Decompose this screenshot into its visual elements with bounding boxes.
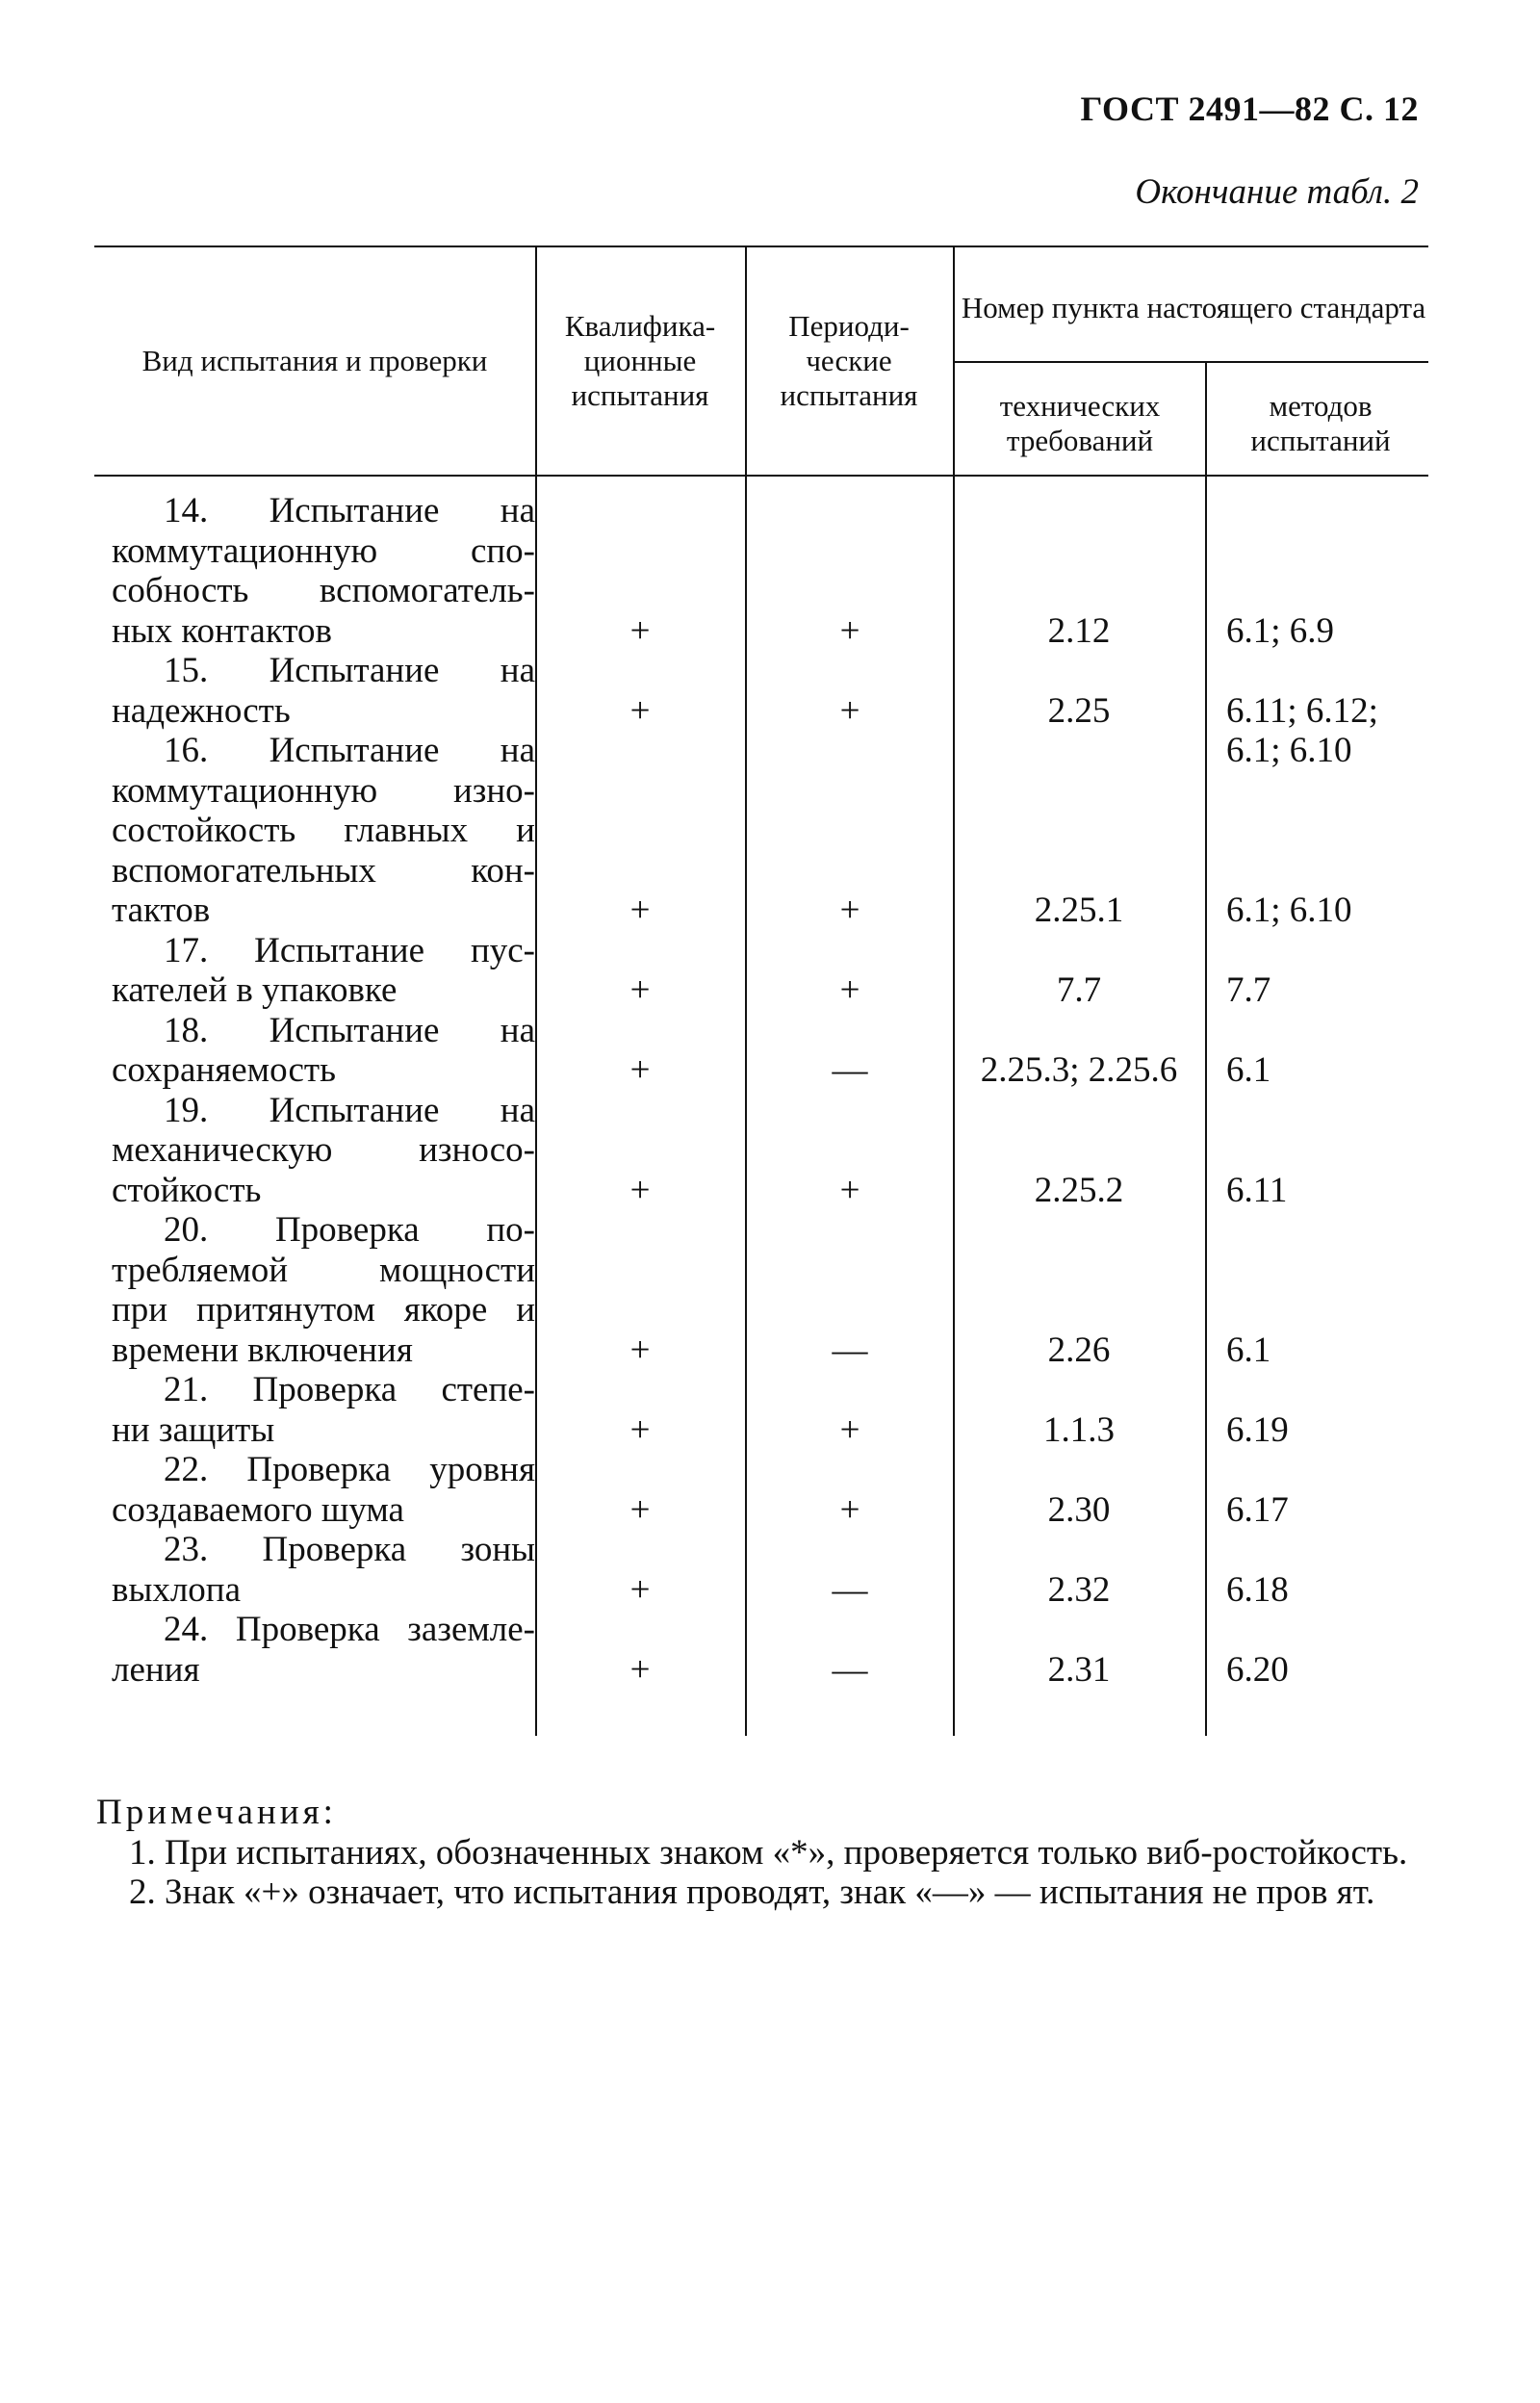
test-description [112, 1370, 535, 1450]
description-line: собность вспомогатель- [112, 571, 535, 610]
technical-requirements-clause: 2.30 [1047, 1489, 1111, 1530]
method-line: 6.20 [1226, 1649, 1289, 1690]
table-continuation-caption: Окончание табл. 2 [1135, 172, 1419, 212]
description-line: 22. Проверка уровня [164, 1450, 535, 1489]
page-header-code: ГОСТ 2491—82 С. 12 [1080, 90, 1419, 128]
description-line: 20. Проверка по- [164, 1210, 535, 1250]
description-line: требляемой мощности [112, 1250, 535, 1290]
qualification-mark: + [629, 1569, 651, 1610]
qualification-mark: + [629, 970, 651, 1010]
technical-requirements-clause: 2.26 [1047, 1330, 1111, 1370]
method-line: 6.11 [1226, 1170, 1288, 1210]
technical-requirements-clause: 1.1.3 [1043, 1409, 1115, 1450]
column-divider-4 [1205, 361, 1207, 1736]
periodic-mark: — [832, 1050, 868, 1090]
description-line: выхлопа [112, 1569, 242, 1610]
test-methods-clauses [1226, 891, 1428, 931]
technical-requirements-clause: 2.25.2 [1034, 1170, 1124, 1210]
note-1: 1. При испытаниях, обозначенных знаком «*», проверяется только виб-ростойкость. [129, 1832, 1408, 1873]
table-header-bottom-rule [94, 475, 1428, 477]
clause-group-rule [953, 361, 1428, 363]
test-description [112, 651, 535, 731]
description-line: при притянутом якоре и [112, 1290, 535, 1330]
qualification-mark: + [629, 891, 651, 930]
method-line: 6.18 [1226, 1569, 1289, 1610]
periodic-mark: + [839, 610, 860, 651]
description-line: состойкость главных и [112, 811, 535, 850]
column-divider-2 [745, 245, 747, 1736]
periodic-mark: + [839, 970, 860, 1010]
description-line: коммутационную спо- [112, 530, 535, 571]
header-periodic: Периоди-ческие испытания [780, 309, 918, 412]
technical-requirements-clause: 2.31 [1047, 1649, 1111, 1690]
technical-requirements-clause: 2.32 [1047, 1569, 1111, 1610]
notes-title: Примечания: [96, 1793, 337, 1832]
description-line: тактов [112, 891, 211, 930]
method-line: 6.1; 6.10 [1226, 731, 1352, 770]
description-line: ления [112, 1649, 200, 1690]
technical-requirements-clause: 7.7 [1056, 970, 1102, 1010]
test-description [112, 1091, 535, 1211]
description-line: времени включения [112, 1330, 413, 1370]
qualification-mark: + [629, 1330, 651, 1370]
qualification-mark: + [629, 690, 651, 731]
description-line: 24. Проверка заземле- [164, 1610, 535, 1649]
description-line: 18. Испытание на [164, 1010, 535, 1050]
description-line: ных контактов [112, 610, 332, 651]
description-line: надежность [112, 690, 291, 731]
test-methods-clauses [1226, 1570, 1428, 1611]
description-line: коммутационную изно- [112, 770, 535, 811]
test-methods-clauses [1226, 1171, 1428, 1211]
method-line: 6.1 [1226, 1050, 1271, 1090]
method-line: 6.11; 6.12; [1226, 690, 1378, 731]
test-methods-clauses [1226, 1490, 1428, 1531]
description-line: 15. Испытание на [164, 651, 535, 690]
periodic-mark: — [832, 1569, 868, 1610]
test-methods-clauses [1226, 970, 1428, 1011]
periodic-mark: + [839, 1409, 860, 1450]
qualification-mark: + [629, 1649, 651, 1690]
periodic-mark: + [839, 891, 860, 930]
header-test-methods: методов испытаний [1250, 389, 1391, 457]
periodic-mark: + [839, 690, 860, 731]
test-methods-clauses [1226, 611, 1428, 652]
method-line: 6.1; 6.10 [1226, 891, 1352, 930]
description-line: создаваемого шума [112, 1489, 404, 1530]
method-line: 6.1; 6.9 [1226, 610, 1335, 651]
description-line: механическую износо- [112, 1130, 535, 1170]
test-description [112, 491, 535, 651]
method-line: 6.19 [1226, 1409, 1289, 1450]
technical-requirements-clause: 2.25.3; 2.25.6 [980, 1050, 1178, 1090]
description-line: 14. Испытание на [164, 491, 535, 530]
qualification-mark: + [629, 610, 651, 651]
test-description [112, 1011, 535, 1091]
qualification-mark: + [629, 1409, 651, 1450]
notes [96, 1793, 1423, 1913]
test-description [112, 1530, 535, 1610]
test-description [112, 1610, 535, 1690]
test-description [112, 1450, 535, 1530]
description-line: 23. Проверка зоны [164, 1530, 535, 1569]
test-methods-clauses [1226, 1331, 1428, 1371]
qualification-mark: + [629, 1489, 651, 1530]
test-description [112, 931, 535, 1011]
column-divider-1 [535, 245, 537, 1736]
method-line: 6.17 [1226, 1489, 1289, 1530]
description-line: кателей в упаковке [112, 970, 398, 1010]
test-methods-clauses [1226, 691, 1428, 771]
header-technical-requirements: технических требований [999, 389, 1161, 457]
header-clause-number: Номер пункта настоящего стандарта [961, 291, 1426, 324]
test-methods-clauses [1226, 1050, 1428, 1091]
description-line: стойкость [112, 1170, 262, 1210]
technical-requirements-clause: 2.12 [1047, 610, 1111, 651]
header-test-type: Вид испытания и проверки [141, 344, 488, 377]
periodic-mark: — [832, 1330, 868, 1370]
periodic-mark: — [832, 1649, 868, 1690]
test-methods-clauses [1226, 1650, 1428, 1691]
method-line: 6.1 [1226, 1330, 1271, 1370]
periodic-mark: + [839, 1170, 860, 1210]
qualification-mark: + [629, 1050, 651, 1090]
description-line: вспомогательных кон- [112, 850, 535, 891]
description-line: 17. Испытание пус- [164, 930, 535, 970]
description-line: 21. Проверка степе- [164, 1370, 535, 1409]
note-2: 2. Знак «+» означает, что испытания проводят, знак «—» — испытания не пров ят. [129, 1873, 1375, 1912]
header-qualification: Квалифика-ционные испытания [564, 309, 716, 412]
technical-requirements-clause: 2.25 [1047, 690, 1111, 731]
test-description [112, 1210, 535, 1370]
description-line: 16. Испытание на [164, 731, 535, 770]
periodic-mark: + [839, 1489, 860, 1530]
technical-requirements-clause: 2.25.1 [1034, 891, 1124, 930]
qualification-mark: + [629, 1170, 651, 1210]
description-line: сохраняемость [112, 1050, 336, 1090]
test-description [112, 731, 535, 931]
test-methods-clauses [1226, 1410, 1428, 1451]
method-line: 7.7 [1226, 970, 1271, 1010]
description-line: 19. Испытание на [164, 1090, 535, 1130]
description-line: ни защиты [112, 1409, 275, 1450]
